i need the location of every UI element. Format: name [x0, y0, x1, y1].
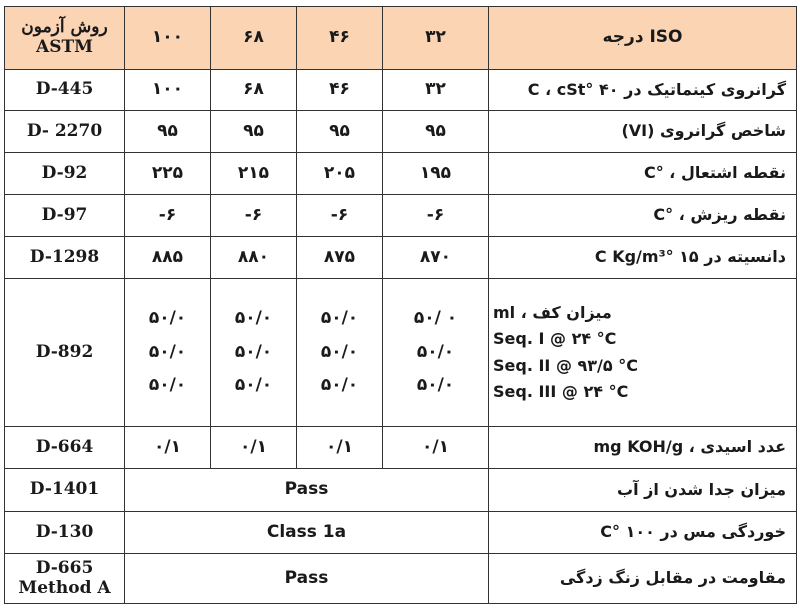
merged-value-cell: Pass	[125, 469, 489, 512]
spec-table-container	[4, 6, 796, 604]
foam-row	[5, 279, 797, 427]
property-cell: شاخص گرانروی (VI)	[489, 111, 797, 153]
method-cell: D-445	[5, 70, 125, 111]
value-cell: ۰/۱	[383, 427, 489, 469]
acid-row	[5, 427, 797, 469]
header-grade-68: ۶۸	[211, 7, 297, 70]
property-cell: گرانروی کینماتیک در ۴۰ °C ، cSt	[489, 70, 797, 111]
foam-property-cell	[489, 279, 797, 427]
foam-value: ۵۰/۰	[234, 375, 273, 396]
header-property: درجه ISO	[489, 7, 797, 70]
table-row	[5, 153, 797, 195]
value-cell: ۹۵	[383, 111, 489, 153]
foam-values-68	[211, 279, 297, 427]
table-row	[5, 512, 797, 554]
method-cell	[5, 554, 125, 604]
foam-value: ۵۰/۰	[320, 308, 359, 329]
foam-values-100	[125, 279, 211, 427]
value-cell: -۶	[125, 195, 211, 237]
value-cell: ۹۵	[297, 111, 383, 153]
foam-value: ۵۰/۰	[234, 308, 273, 329]
property-cell: خوردگی مس در ۱۰۰ °C	[489, 512, 797, 554]
foam-value: ۵۰/۰	[416, 375, 455, 396]
property-cell: عدد اسیدی ، mg KOH/g	[489, 427, 797, 469]
table-row	[5, 195, 797, 237]
value-cell: ۸۸۰	[211, 237, 297, 279]
value-cell: ۴۶	[297, 70, 383, 111]
method-cell: D- 2270	[5, 111, 125, 153]
foam-value: ۵۰/۰	[320, 375, 359, 396]
table-row	[5, 469, 797, 512]
method-cell: D-130	[5, 512, 125, 554]
value-cell: ۸۷۰	[383, 237, 489, 279]
table-row	[5, 70, 797, 111]
value-cell: ۲۲۵	[125, 153, 211, 195]
property-line: Seq. III @ ۲۴ °C	[493, 381, 629, 401]
header-grade-46: ۴۶	[297, 7, 383, 70]
value-cell: -۶	[383, 195, 489, 237]
value-cell: ۳۲	[383, 70, 489, 111]
value-cell: ۸۷۵	[297, 237, 383, 279]
method-cell: D-664	[5, 427, 125, 469]
property-line: میزان کف ، ml	[493, 302, 612, 322]
property-cell: نقطه اشتعال ، °C	[489, 153, 797, 195]
property-cell: نقطه ریزش ، °C	[489, 195, 797, 237]
foam-value: ۵۰/۰	[148, 341, 187, 362]
foam-value: ۵۰/ ۰	[413, 308, 458, 329]
foam-values-46	[297, 279, 383, 427]
header-grade-100: ۱۰۰	[125, 7, 211, 70]
value-cell: ۱۹۵	[383, 153, 489, 195]
foam-values-32	[383, 279, 489, 427]
header-grade-32: ۳۲	[383, 7, 489, 70]
value-cell: ۶۸	[211, 70, 297, 111]
merged-value-cell: Pass	[125, 554, 489, 604]
value-cell: ۰/۱	[297, 427, 383, 469]
foam-value: ۵۰/۰	[148, 308, 187, 329]
value-cell: ۰/۱	[211, 427, 297, 469]
method-line: D-665	[35, 557, 94, 578]
table-row	[5, 237, 797, 279]
value-cell: -۶	[297, 195, 383, 237]
value-cell: ۱۰۰	[125, 70, 211, 111]
method-cell: D-1298	[5, 237, 125, 279]
method-line: Method A	[18, 577, 111, 598]
property-cell: میزان جدا شدن از آب	[489, 469, 797, 512]
spec-table	[4, 6, 797, 604]
foam-value: ۵۰/۰	[234, 341, 273, 362]
method-cell: D-1401	[5, 469, 125, 512]
foam-value: ۵۰/۰	[416, 341, 455, 362]
value-cell: ۰/۱	[125, 427, 211, 469]
foam-value: ۵۰/۰	[320, 341, 359, 362]
header-method: روش آزمون ASTM	[5, 7, 125, 70]
value-cell: ۲۰۵	[297, 153, 383, 195]
property-cell: مقاومت در مقابل زنگ زدگی	[489, 554, 797, 604]
method-cell: D-892	[5, 279, 125, 427]
header-row	[5, 7, 797, 70]
value-cell: ۹۵	[125, 111, 211, 153]
property-line: Seq. II @ ۹۳/۵ °C	[493, 355, 638, 375]
merged-value-cell: Class 1a	[125, 512, 489, 554]
method-cell: D-92	[5, 153, 125, 195]
value-cell: -۶	[211, 195, 297, 237]
value-cell: ۸۸۵	[125, 237, 211, 279]
value-cell: ۲۱۵	[211, 153, 297, 195]
property-line: Seq. I @ ۲۴ °C	[493, 329, 617, 349]
value-cell: ۹۵	[211, 111, 297, 153]
table-row	[5, 111, 797, 153]
foam-value: ۵۰/۰	[148, 375, 187, 396]
method-cell: D-97	[5, 195, 125, 237]
rust-row	[5, 554, 797, 604]
property-cell: دانسیته در ۱۵ °C Kg/m³	[489, 237, 797, 279]
